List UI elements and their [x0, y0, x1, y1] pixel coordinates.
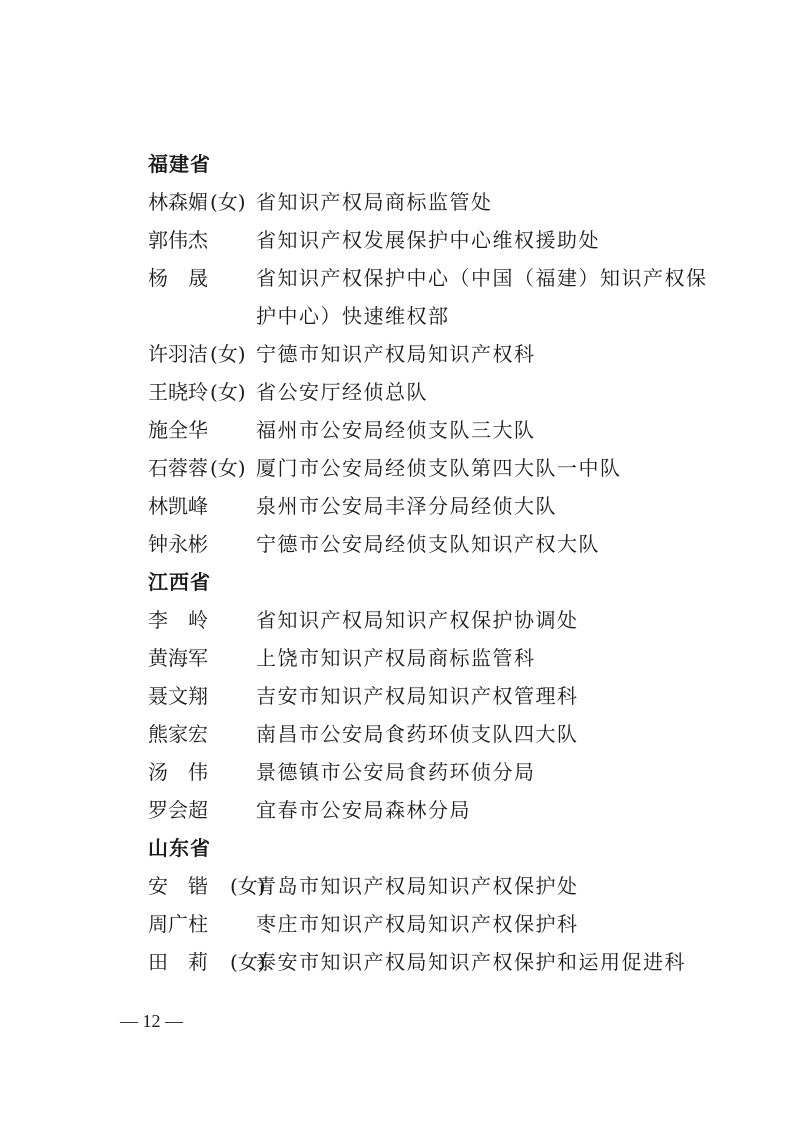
gender-note: (女) [210, 456, 246, 480]
list-item [148, 791, 708, 829]
person-name: 聂文翔 [148, 684, 208, 708]
person-unit: 青岛市知识产权局知识产权保护处 [256, 874, 579, 898]
list-item [148, 373, 708, 411]
gender-note: (女) [210, 380, 246, 404]
person-name-cell [148, 449, 256, 487]
person-unit: 厦门市公安局经侦支队第四大队一中队 [256, 456, 622, 480]
list-item [148, 259, 708, 335]
person-name-cell [148, 183, 256, 221]
person-name: 田莉 [148, 950, 228, 974]
person-unit: 吉安市知识产权局知识产权管理科 [256, 684, 579, 708]
person-name-cell [148, 715, 256, 753]
person-unit: 宁德市知识产权局知识产权科 [256, 342, 536, 366]
person-name-cell [148, 601, 256, 639]
person-name-cell [148, 411, 256, 449]
person-unit: 宁德市公安局经侦支队知识产权大队 [256, 532, 600, 556]
person-name: 汤伟 [148, 760, 228, 784]
person-unit: 福州市公安局经侦支队三大队 [256, 418, 536, 442]
person-unit: 省知识产权保护中心（中国（福建）知识产权保护中心）快速维权部 [256, 266, 708, 328]
person-name: 熊家宏 [148, 722, 208, 746]
person-name-cell [148, 335, 256, 373]
list-item [148, 601, 708, 639]
person-name: 安锴 [148, 874, 228, 898]
gender-note: (女) [230, 950, 266, 974]
person-name-cell [148, 791, 256, 829]
list-item [148, 905, 708, 943]
person-name-cell [148, 677, 256, 715]
region-heading: 山东省 [148, 836, 211, 860]
person-name: 钟永彬 [148, 532, 208, 556]
list-item [148, 867, 708, 905]
region-block-shandong [148, 829, 708, 981]
person-name: 许羽洁 [148, 342, 208, 366]
person-name: 杨晟 [148, 266, 228, 290]
person-name-cell [148, 221, 256, 259]
person-name-cell [148, 259, 256, 297]
person-name: 林森媚 [148, 190, 208, 214]
region-heading: 福建省 [148, 152, 211, 176]
person-unit: 景德镇市公安局食药环侦分局 [256, 760, 536, 784]
person-name: 周广柱 [148, 912, 208, 936]
person-name-cell [148, 753, 256, 791]
person-unit: 省知识产权局商标监管处 [256, 190, 493, 214]
list-item [148, 183, 708, 221]
gender-note: (女) [210, 342, 246, 366]
person-name: 李岭 [148, 608, 228, 632]
person-unit: 省知识产权发展保护中心维权援助处 [256, 228, 600, 252]
person-name-cell [148, 487, 256, 525]
list-item [148, 411, 708, 449]
person-name: 黄海军 [148, 646, 208, 670]
person-unit: 泉州市公安局丰泽分局经侦大队 [256, 494, 557, 518]
region-block-jiangxi [148, 563, 708, 829]
page-number: — 12 — [120, 1011, 183, 1031]
list-item [148, 335, 708, 373]
personnel-list [148, 145, 708, 981]
person-name-cell [148, 905, 256, 943]
person-name: 施全华 [148, 418, 208, 442]
region-heading: 江西省 [148, 570, 211, 594]
person-name-cell [148, 525, 256, 563]
person-unit: 南昌市公安局食药环侦支队四大队 [256, 722, 579, 746]
person-name: 林凯峰 [148, 494, 208, 518]
gender-note: (女) [210, 190, 246, 214]
person-unit: 枣庄市知识产权局知识产权保护科 [256, 912, 579, 936]
person-name: 王晓玲 [148, 380, 208, 404]
list-item [148, 753, 708, 791]
list-item [148, 677, 708, 715]
list-item [148, 221, 708, 259]
gender-note: (女) [230, 874, 266, 898]
list-item [148, 449, 708, 487]
list-item [148, 639, 708, 677]
person-unit: 省知识产权局知识产权保护协调处 [256, 608, 579, 632]
list-item [148, 943, 708, 981]
person-unit: 省公安厅经侦总队 [256, 380, 428, 404]
person-name-cell [148, 867, 266, 905]
person-unit: 上饶市知识产权局商标监管科 [256, 646, 536, 670]
person-unit: 宜春市公安局森林分局 [256, 798, 471, 822]
region-block-fujian [148, 145, 708, 563]
person-name: 罗会超 [148, 798, 208, 822]
list-item [148, 525, 708, 563]
list-item [148, 487, 708, 525]
person-name-cell [148, 373, 256, 411]
person-name-cell [148, 639, 256, 677]
list-item [148, 715, 708, 753]
person-name-cell [148, 943, 266, 981]
person-name: 石蓉蓉 [148, 456, 208, 480]
person-name: 郭伟杰 [148, 228, 208, 252]
person-unit: 泰安市知识产权局知识产权保护和运用促进科 [256, 950, 686, 974]
